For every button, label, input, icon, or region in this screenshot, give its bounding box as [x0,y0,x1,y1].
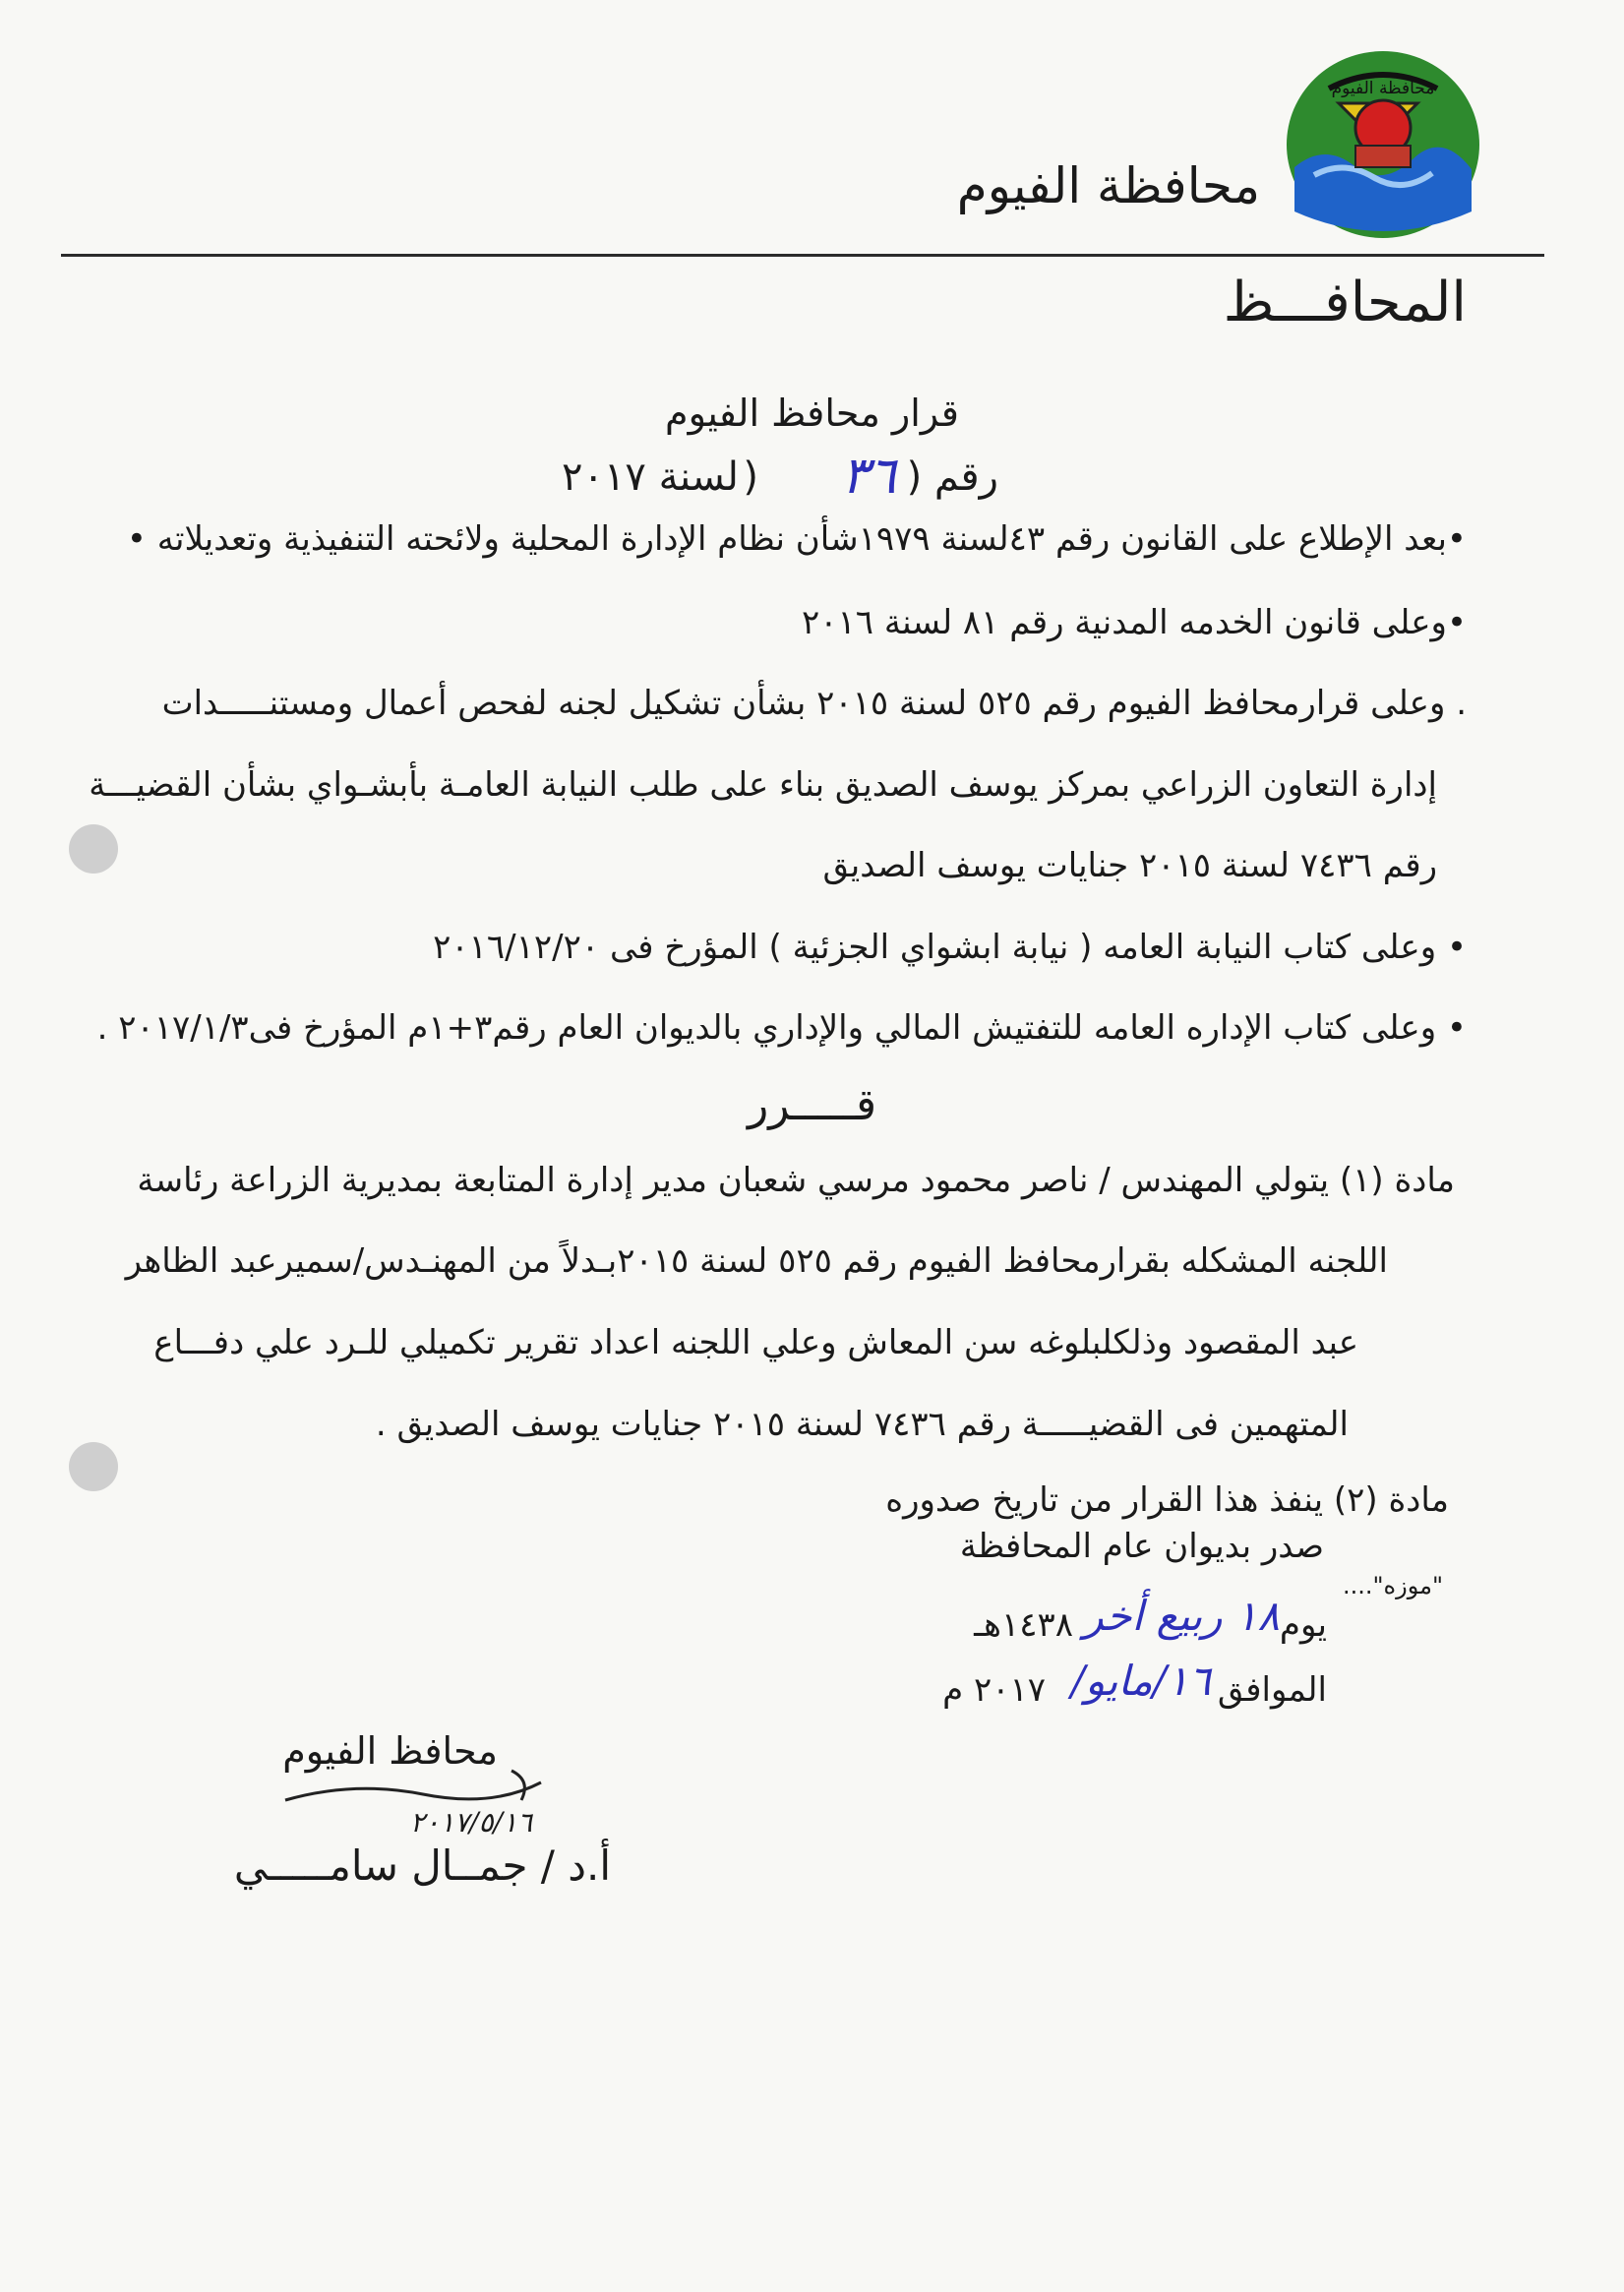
article-2: مادة (٢) ينفذ هذا القرار من تاريخ صدوره [885,1480,1449,1520]
governorate-logo [1285,49,1481,241]
preamble-line: . وعلى قرارمحافظ الفيوم رقم ٥٢٥ لسنة ٢٠١٥ بشأن تشكيل لجنه لفحص أعمال ومستنـــــدات [161,684,1467,723]
preamble-line: • وعلى كتاب النيابة العامه ( نيابة ابشواي الجزئية ) المؤرخ فى ٢٠١٦/١٢/٢٠ [433,928,1467,967]
issued-at: صدر بديوان عام المحافظة [959,1527,1324,1566]
decree-number-handwritten: ٣٦ [841,447,896,506]
day-label: يوم [1279,1605,1327,1645]
gregorian-label: الموافق [1217,1670,1327,1710]
article-1-line: المتهمين فى القضيـــــة رقم ٧٤٣٦ لسنة ٢٠١٥ جنايات يوسف الصديق . [375,1405,1349,1444]
logo-text: محافظة الفيوم [1331,79,1435,98]
header-divider [61,254,1544,257]
preamble-line: •بعد الإطلاع على القانون رقم ٤٣لسنة ١٩٧٩شأن نظام الإدارة المحلية ولائحته التنفيذية وتعديلاته • [126,519,1467,559]
gregorian-date-handwritten: ١٦/مايو/ [1070,1657,1211,1705]
preamble-line: •وعلى قانون الخدمه المدنية رقم ٨١ لسنة ٢٠١٦ [802,603,1467,642]
hijri-year: ١٤٣٨هـ [974,1605,1073,1645]
decree-year: لسنة ٢٠١٧ [561,454,739,500]
punch-hole [69,824,118,874]
hijri-date-handwritten: ١٨ ربيع أخر [1083,1592,1280,1640]
signatory-name: أ.د / جمــال سامـــــي [233,1841,611,1890]
office-title: المحافـــظ [1223,271,1467,334]
decree-number-label: رقم ( [906,454,998,500]
decides-heading: قـــــرر [747,1080,876,1130]
signatory-title: محافظ الفيوم [282,1729,498,1773]
article-1-line: عبد المقصود وذلكلبلوغه سن المعاش وعلي اللجنه اعداد تقرير تكميلي للـرد علي دفـــاع [153,1323,1358,1362]
punch-hole [69,1442,118,1491]
article-1-line: اللجنه المشكله بقرارمحافظ الفيوم رقم ٥٢٥ لسنة ٢٠١٥بـدلاً من المهنـدس/سميرعبد الظاهر [125,1241,1388,1281]
preamble-line: رقم ٧٤٣٦ لسنة ٢٠١٥ جنايات يوسف الصديق [822,846,1437,885]
decree-title: قرار محافظ الفيوم [665,392,959,435]
preamble-line: • وعلى كتاب الإداره العامه للتفتيش المالي والإداري بالديوان العام رقم٣+١م المؤرخ فى٢٠١٧/١/٣ . [96,1008,1467,1048]
decree-number-close: ) [743,454,758,500]
governorate-name: محافظة الفيوم [956,157,1260,214]
preamble-line: إدارة التعاون الزراعي بمركز يوسف الصديق بناء على طلب النيابة العامـة بأبشـواي بشأن القضيـــة [89,765,1437,805]
distribution-note: "موزه".... [1342,1572,1443,1599]
article-1-line: مادة (١) يتولي المهندس / ناصر محمود مرسي شعبان مدير إدارة المتابعة بمديرية الزراعة رئاسة [137,1161,1455,1200]
signature-date: ٢٠١٧/٥/١٦ [409,1806,532,1839]
gregorian-year: ٢٠١٧ م [942,1670,1046,1710]
